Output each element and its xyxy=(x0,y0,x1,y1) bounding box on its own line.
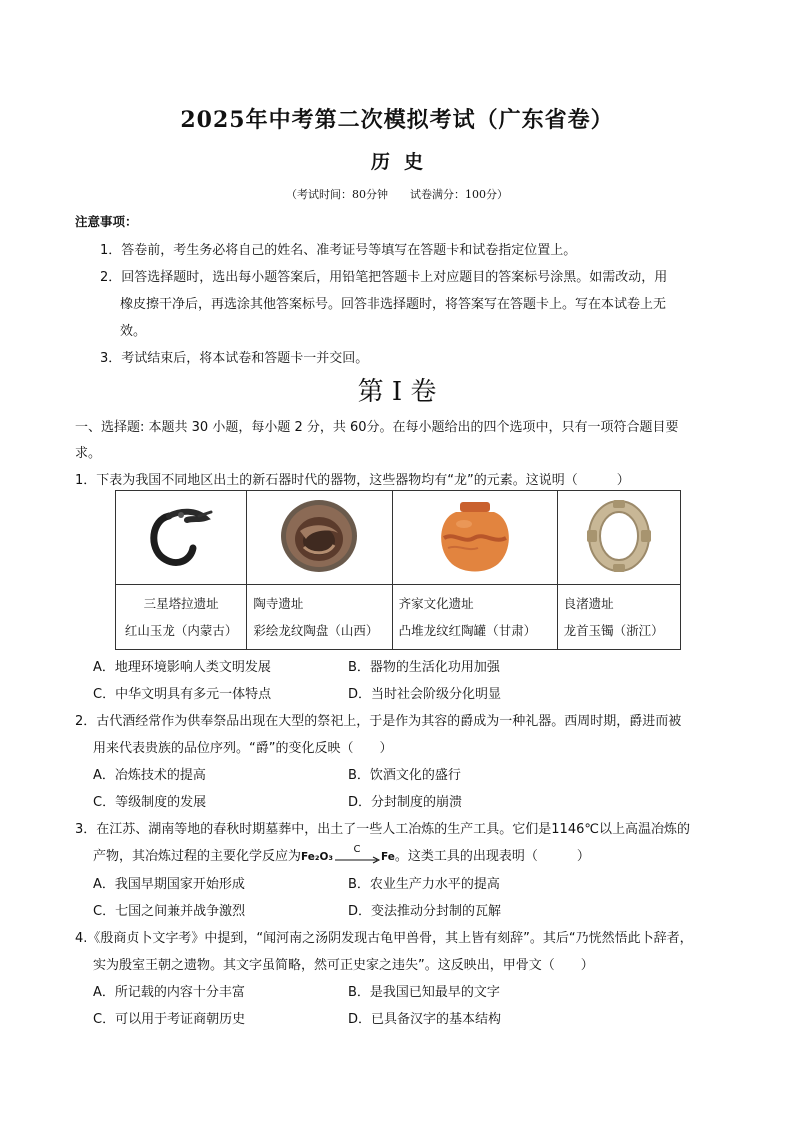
subject-title: 历史 xyxy=(370,151,437,173)
jade-bracelet-icon xyxy=(583,496,655,576)
site-name: 齐家文化遗址 xyxy=(398,596,474,611)
artifact-name: 红山玉龙（内蒙古） xyxy=(124,623,238,638)
notice-item: 2．回答选择题时，选出每小题答案后，用铅笔把答题卡上对应题目的答案标号涂黑。如需改动，用 xyxy=(100,270,668,285)
artifact-image-cell xyxy=(557,491,680,585)
option-c[interactable]: C．可以用于考证商朝历史 xyxy=(93,1012,246,1027)
question-4-stem-cont: 实为殷室王朝之遗物。其文字虽简略，然可正史家之违失”。这反映出，甲骨文（ ） xyxy=(93,958,594,973)
formula-reactant: Fe₂O₃ xyxy=(301,851,334,863)
part-title: 第 I 卷 xyxy=(357,377,437,407)
artifact-caption xyxy=(116,585,247,650)
option-b[interactable]: B．农业生产力水平的提高 xyxy=(348,877,500,892)
option-a[interactable]: A．所记载的内容十分丰富 xyxy=(93,985,245,1000)
question-1-stem: 1．下表为我国不同地区出土的新石器时代的器物，这些器物均有“龙”的元素。这说明（ ） xyxy=(75,473,630,488)
option-c[interactable]: C．七国之间兼并战争激烈 xyxy=(93,904,246,919)
option-a[interactable]: A．地理环境影响人类文明发展 xyxy=(93,660,271,675)
exam-title: 2025年中考第二次模拟考试（广东省卷） xyxy=(180,107,614,133)
artifact-name: 凸堆龙纹红陶罐（甘肃） xyxy=(398,623,537,638)
option-a[interactable]: A．我国早期国家开始形成 xyxy=(93,877,245,892)
question-3-stem-cont xyxy=(93,845,590,864)
notice-item: 3．考试结束后，将本试卷和答题卡一并交回。 xyxy=(100,351,369,366)
artifact-name: 龙首玉镯（浙江） xyxy=(563,623,664,638)
stem-text-end: 。这类工具的出现表明（ ） xyxy=(394,849,590,864)
red-pottery-jar-icon xyxy=(434,498,516,574)
option-b[interactable]: B．是我国已知最早的文字 xyxy=(348,985,500,1000)
stem-text: 产物，其冶炼过程的主要化学反应为 xyxy=(93,849,302,864)
site-name: 良渚遗址 xyxy=(563,596,614,611)
artifact-image-cell xyxy=(392,491,557,585)
artifact-caption xyxy=(392,585,557,650)
option-d[interactable]: D．已具备汉字的基本结构 xyxy=(348,1012,502,1027)
question-2-stem: 2．古代酒经常作为供奉祭品出现在大型的祭祀上，于是作为其容的爵成为一种礼器。西周时期，爵进而被 xyxy=(75,714,682,729)
site-name: 三星塔拉遗址 xyxy=(143,596,219,611)
section-header: 一、选择题: 本题共 30 小题，每小题 2 分，共 60分。在每小题给出的四个选项中，只有一项符合题目要 xyxy=(75,420,679,435)
option-c[interactable]: C．等级制度的发展 xyxy=(93,795,207,810)
option-b[interactable]: B．器物的生活化功用加强 xyxy=(348,660,500,675)
section-header-cont: 求。 xyxy=(75,446,102,461)
option-c[interactable]: C．中华文明具有多元一体特点 xyxy=(93,687,272,702)
exam-info: （考试时间：80分钟 试卷满分：100分） xyxy=(286,188,508,201)
notice-heading: 注意事项： xyxy=(75,214,138,229)
artifact-image-cell xyxy=(116,491,247,585)
question-2-stem-cont: 用来代表贵族的品位序列。“爵”的变化反映（ ） xyxy=(93,741,393,756)
option-d[interactable]: D．分封制度的崩溃 xyxy=(348,795,463,810)
arrow-icon xyxy=(333,856,381,864)
option-b[interactable]: B．饮酒文化的盛行 xyxy=(348,768,461,783)
option-a[interactable]: A．冶炼技术的提高 xyxy=(93,768,206,783)
question-3-stem: 3．在江苏、湖南等地的春秋时期墓葬中，出土了一些人工冶炼的生产工具。它们是1146℃以上高温冶炼的 xyxy=(75,822,690,837)
option-d[interactable]: D．当时社会阶级分化明显 xyxy=(348,687,502,702)
artifact-caption xyxy=(557,585,680,650)
artifact-name: 彩绘龙纹陶盘（山西） xyxy=(253,623,379,638)
site-name: 陶寺遗址 xyxy=(253,596,304,611)
question-4-stem: 4.《殷商贞卜文字考》中提到，“闻河南之汤阴发现古龟甲兽骨，其上皆有刻辞”。其后“乃恍然悟此卜辞者， xyxy=(75,931,693,946)
option-d[interactable]: D．变法推动分封制的瓦解 xyxy=(348,904,502,919)
artifact-image-cell xyxy=(247,491,392,585)
notice-item: 效。 xyxy=(120,324,147,339)
jade-dragon-icon xyxy=(141,498,221,574)
formula-product: Fe xyxy=(381,851,395,863)
reaction-arrow xyxy=(333,843,381,864)
artifact-table xyxy=(115,490,681,650)
artifact-caption xyxy=(247,585,392,650)
notice-item: 1．答卷前，考生务必将自己的姓名、准考证号等填写在答题卡和试卷指定位置上。 xyxy=(100,243,577,258)
notice-item: 橡皮擦干净后，再选涂其他答案标号。回答非选择题时，将答案写在答题卡上。写在本试卷上无 xyxy=(120,297,667,312)
painted-plate-icon xyxy=(276,495,362,577)
reaction-condition: C xyxy=(353,843,361,855)
